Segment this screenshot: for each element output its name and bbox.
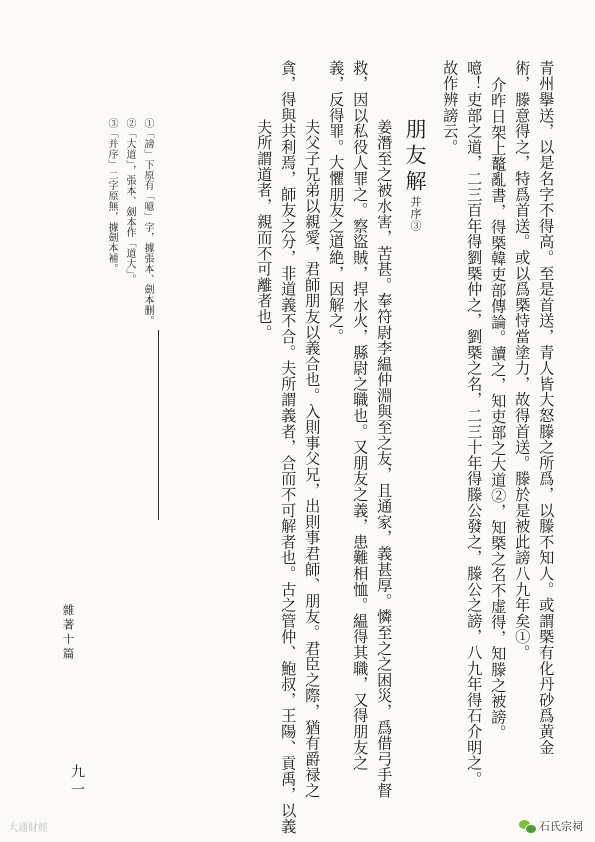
body-column-11: 夫所謂道者，親而不可離者也。 xyxy=(255,119,274,341)
body-column-8: 義，反得罪。大懼朋友之道絶，因解之。 xyxy=(327,60,346,345)
body-column-6: 姜潛至之被水害，苦甚。奉符尉李緼仲淵與至之友，且通家，義甚厚。憐至之之困災，爲借弓手督 xyxy=(375,119,394,799)
footnote-2: ②「大道」，張本、劍本作「道大」。 xyxy=(124,118,135,285)
notes-divider xyxy=(158,330,159,520)
body-column-10: 貪，得與共利焉，師友之分，非道義不合。夫所謂義者，合而不可解者也。古之管仲、鮑叔，王陽、貢禹，以義 xyxy=(279,60,298,835)
watermark: 大通財經 xyxy=(8,823,48,834)
footnote-1: ①「謗」下原有「噫」字，據張本、劍本删。 xyxy=(142,118,153,326)
body-column-7: 救，因以私役人罪之。察盜賊，捍水火，縣尉之職也。又朋友之義，患難相恤。緼得其職，又得朋友之 xyxy=(351,60,370,771)
section-title: 朋友解并序③ xyxy=(403,118,427,232)
account-name: 石氏宗祠 xyxy=(539,820,583,833)
body-column-2: 術，滕意得之，特爲首送。或以爲槩恃當塗力，故得首送。滕於是被此謗八九年矣①。 xyxy=(513,60,532,661)
account-badge[interactable] xyxy=(519,818,583,834)
wechat-icon xyxy=(519,820,535,833)
body-column-3: 介昨日架上鼇亂書，得槩韓吏部傳論。讀之，知吏部之大道②，知槩之名不虚得，知滕之被謗。 xyxy=(489,77,508,741)
body-column-1: 青州擧送，以是名字不得高。至是首送，青人皆大怒滕之所爲，以滕不知人。或謂槩有化丹砂爲黄金 xyxy=(537,60,556,756)
body-column-5: 故作辨謗云。 xyxy=(441,60,460,155)
body-column-9: 夫父子兄弟以親愛，君師朋友以義合也。入則事父兄，出則事君師、朋友。君臣之際，猶有爵禄之 xyxy=(303,119,322,799)
footnote-3: ③「并序」二字原無，據劍本補。 xyxy=(106,118,117,274)
body-column-4: 噫！吏部之道，二三百年得劉槩仲之，劉槩之名，二三十年得滕公發之，滕公之謗，八九年得石介明之。 xyxy=(465,60,484,787)
page-number: 九一 xyxy=(69,764,85,800)
section-title-note: 并序③ xyxy=(409,196,422,232)
running-header: 雜著十篇 xyxy=(61,604,76,662)
